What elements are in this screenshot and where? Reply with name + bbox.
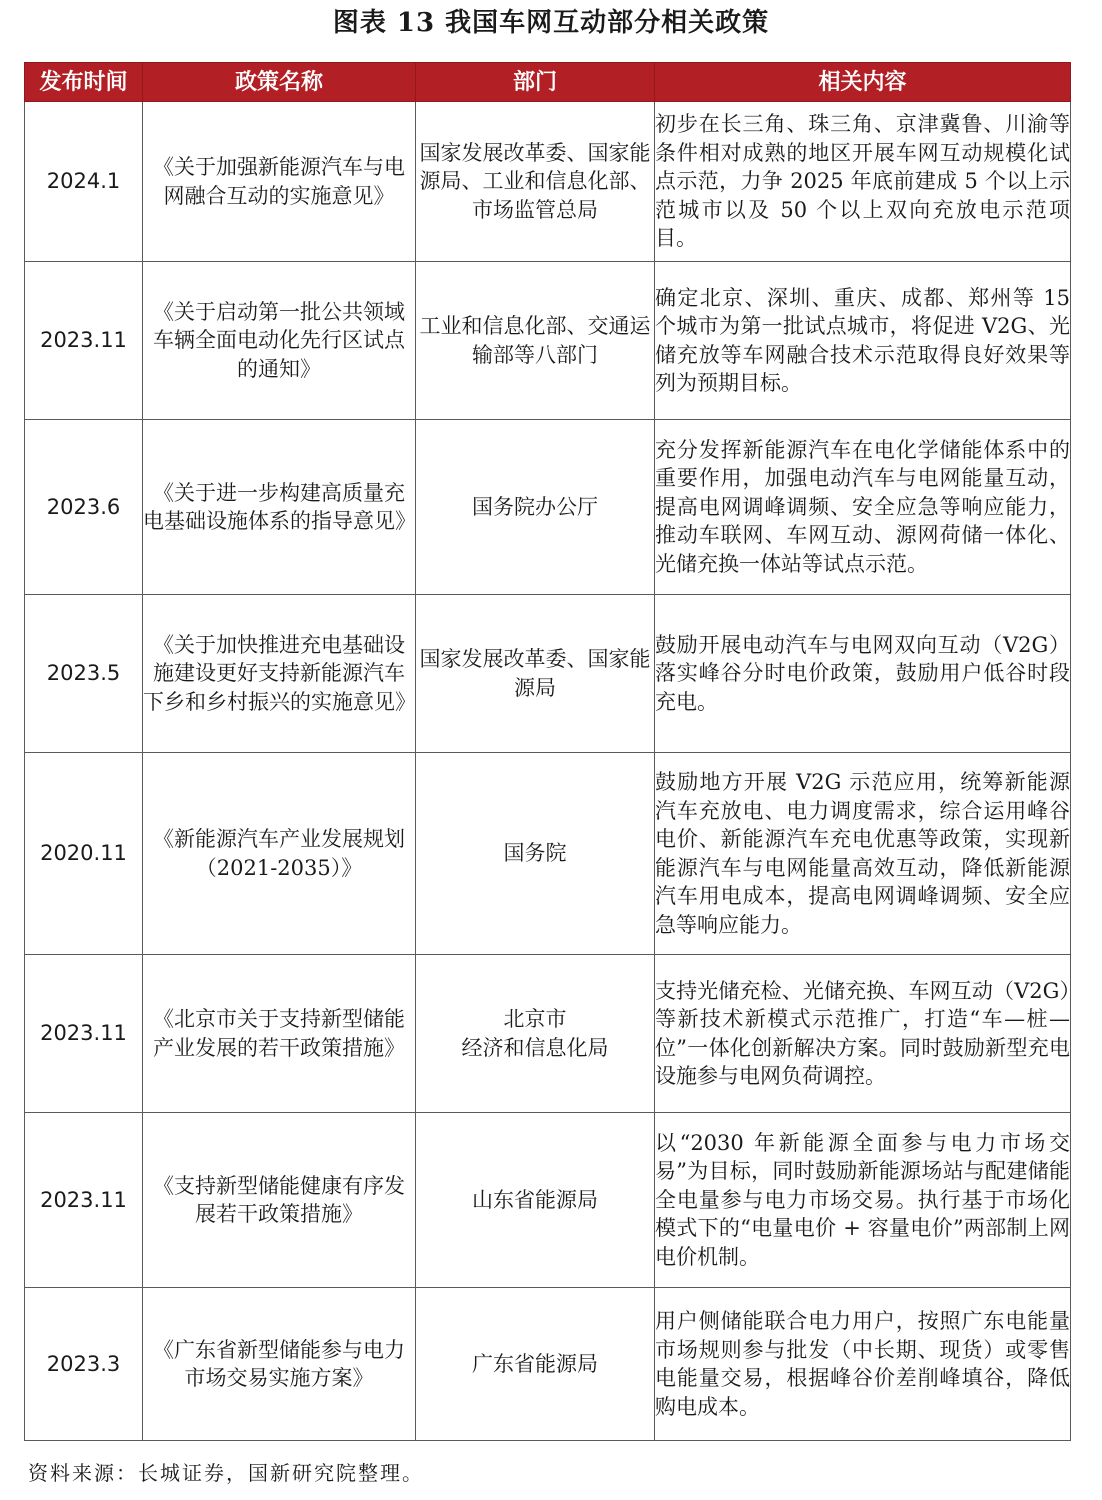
cell-policy-name: 《新能源汽车产业发展规划（2021-2035）》 — [143, 753, 416, 955]
cell-date: 2023.5 — [25, 595, 143, 753]
cell-policy-name: 《支持新型储能健康有序发展若干政策措施》 — [143, 1113, 416, 1288]
cell-content: 确定北京、深圳、重庆、成都、郑州等 15 个城市为第一批试点城市，将促进 V2G、光储充放等车网融合技术示范取得良好效果等列为预期目标。 — [655, 262, 1071, 420]
cell-content: 鼓励地方开展 V2G 示范应用，统筹新能源汽车充放电、电力调度需求，综合运用峰谷电价、新能源汽车充电优惠等政策，实现新能源汽车与电网能量高效互动，降低新能源汽车用电成本，提高电网调峰调频、安全应急等响应能力。 — [655, 753, 1071, 955]
cell-department: 国家发展改革委、国家能源局、工业和信息化部、市场监管总局 — [416, 102, 655, 262]
table-row — [25, 1113, 1071, 1288]
cell-department: 工业和信息化部、交通运输部等八部门 — [416, 262, 655, 420]
table-header-row — [25, 63, 1071, 102]
table-row — [25, 595, 1071, 753]
cell-date: 2023.11 — [25, 262, 143, 420]
cell-content: 充分发挥新能源汽车在电化学储能体系中的重要作用，加强电动汽车与电网能量互动，提高电网调峰调频、安全应急等响应能力，推动车联网、车网互动、源网荷储一体化、光储充换一体站等试点示范。 — [655, 420, 1071, 595]
cell-content: 以“2030 年新能源全面参与电力市场交易”为目标，同时鼓励新能源场站与配建储能全电量参与电力市场交易。执行基于市场化模式下的“电量电价 + 容量电价”两部制上网电价机制。 — [655, 1113, 1071, 1288]
cell-policy-name: 《关于启动第一批公共领域车辆全面电动化先行区试点的通知》 — [143, 262, 416, 420]
cell-date: 2024.1 — [25, 102, 143, 262]
table-row — [25, 753, 1071, 955]
header-date: 发布时间 — [25, 63, 143, 102]
cell-department: 国家发展改革委、国家能源局 — [416, 595, 655, 753]
header-content: 相关内容 — [655, 63, 1071, 102]
cell-content: 初步在长三角、珠三角、京津冀鲁、川渝等条件相对成熟的地区开展车网互动规模化试点示范，力争 2025 年底前建成 5 个以上示范城市以及 50 个以上双向充放电示范项目。 — [655, 102, 1071, 262]
figure-title: 图表 13 我国车网互动部分相关政策 — [332, 8, 770, 38]
cell-date: 2023.11 — [25, 955, 143, 1113]
cell-content: 鼓励开展电动汽车与电网双向互动（V2G）落实峰谷分时电价政策，鼓励用户低谷时段充电。 — [655, 595, 1071, 753]
cell-date: 2023.3 — [25, 1288, 143, 1441]
table-row — [25, 1288, 1071, 1441]
cell-date: 2023.6 — [25, 420, 143, 595]
cell-department: 北京市 经济和信息化局 — [416, 955, 655, 1113]
cell-date: 2023.11 — [25, 1113, 143, 1288]
table-row — [25, 102, 1071, 262]
cell-content: 用户侧储能联合电力用户，按照广东电能量市场规则参与批发（中长期、现货）或零售电能量交易，根据峰谷价差削峰填谷，降低购电成本。 — [655, 1288, 1071, 1441]
cell-policy-name: 《关于加快推进充电基础设施建设更好支持新能源汽车下乡和乡村振兴的实施意见》 — [143, 595, 416, 753]
cell-department: 广东省能源局 — [416, 1288, 655, 1441]
cell-date: 2020.11 — [25, 753, 143, 955]
cell-policy-name: 《广东省新型储能参与电力市场交易实施方案》 — [143, 1288, 416, 1441]
cell-department: 国务院办公厅 — [416, 420, 655, 595]
source-note: 资料来源：长城证券，国新研究院整理。 — [28, 1461, 424, 1485]
cell-content: 支持光储充检、光储充换、车网互动（V2G）等新技术新模式示范推广，打造“车—桩—位”一体化创新解决方案。同时鼓励新型充电设施参与电网负荷调控。 — [655, 955, 1071, 1113]
header-department: 部门 — [416, 63, 655, 102]
policy-table — [24, 62, 1071, 1441]
table-row — [25, 262, 1071, 420]
cell-policy-name: 《关于加强新能源汽车与电网融合互动的实施意见》 — [143, 102, 416, 262]
table-row — [25, 420, 1071, 595]
cell-policy-name: 《关于进一步构建高质量充电基础设施体系的指导意见》 — [143, 420, 416, 595]
table-row — [25, 955, 1071, 1113]
header-policy-name: 政策名称 — [143, 63, 416, 102]
cell-department: 山东省能源局 — [416, 1113, 655, 1288]
cell-department: 国务院 — [416, 753, 655, 955]
cell-policy-name: 《北京市关于支持新型储能产业发展的若干政策措施》 — [143, 955, 416, 1113]
